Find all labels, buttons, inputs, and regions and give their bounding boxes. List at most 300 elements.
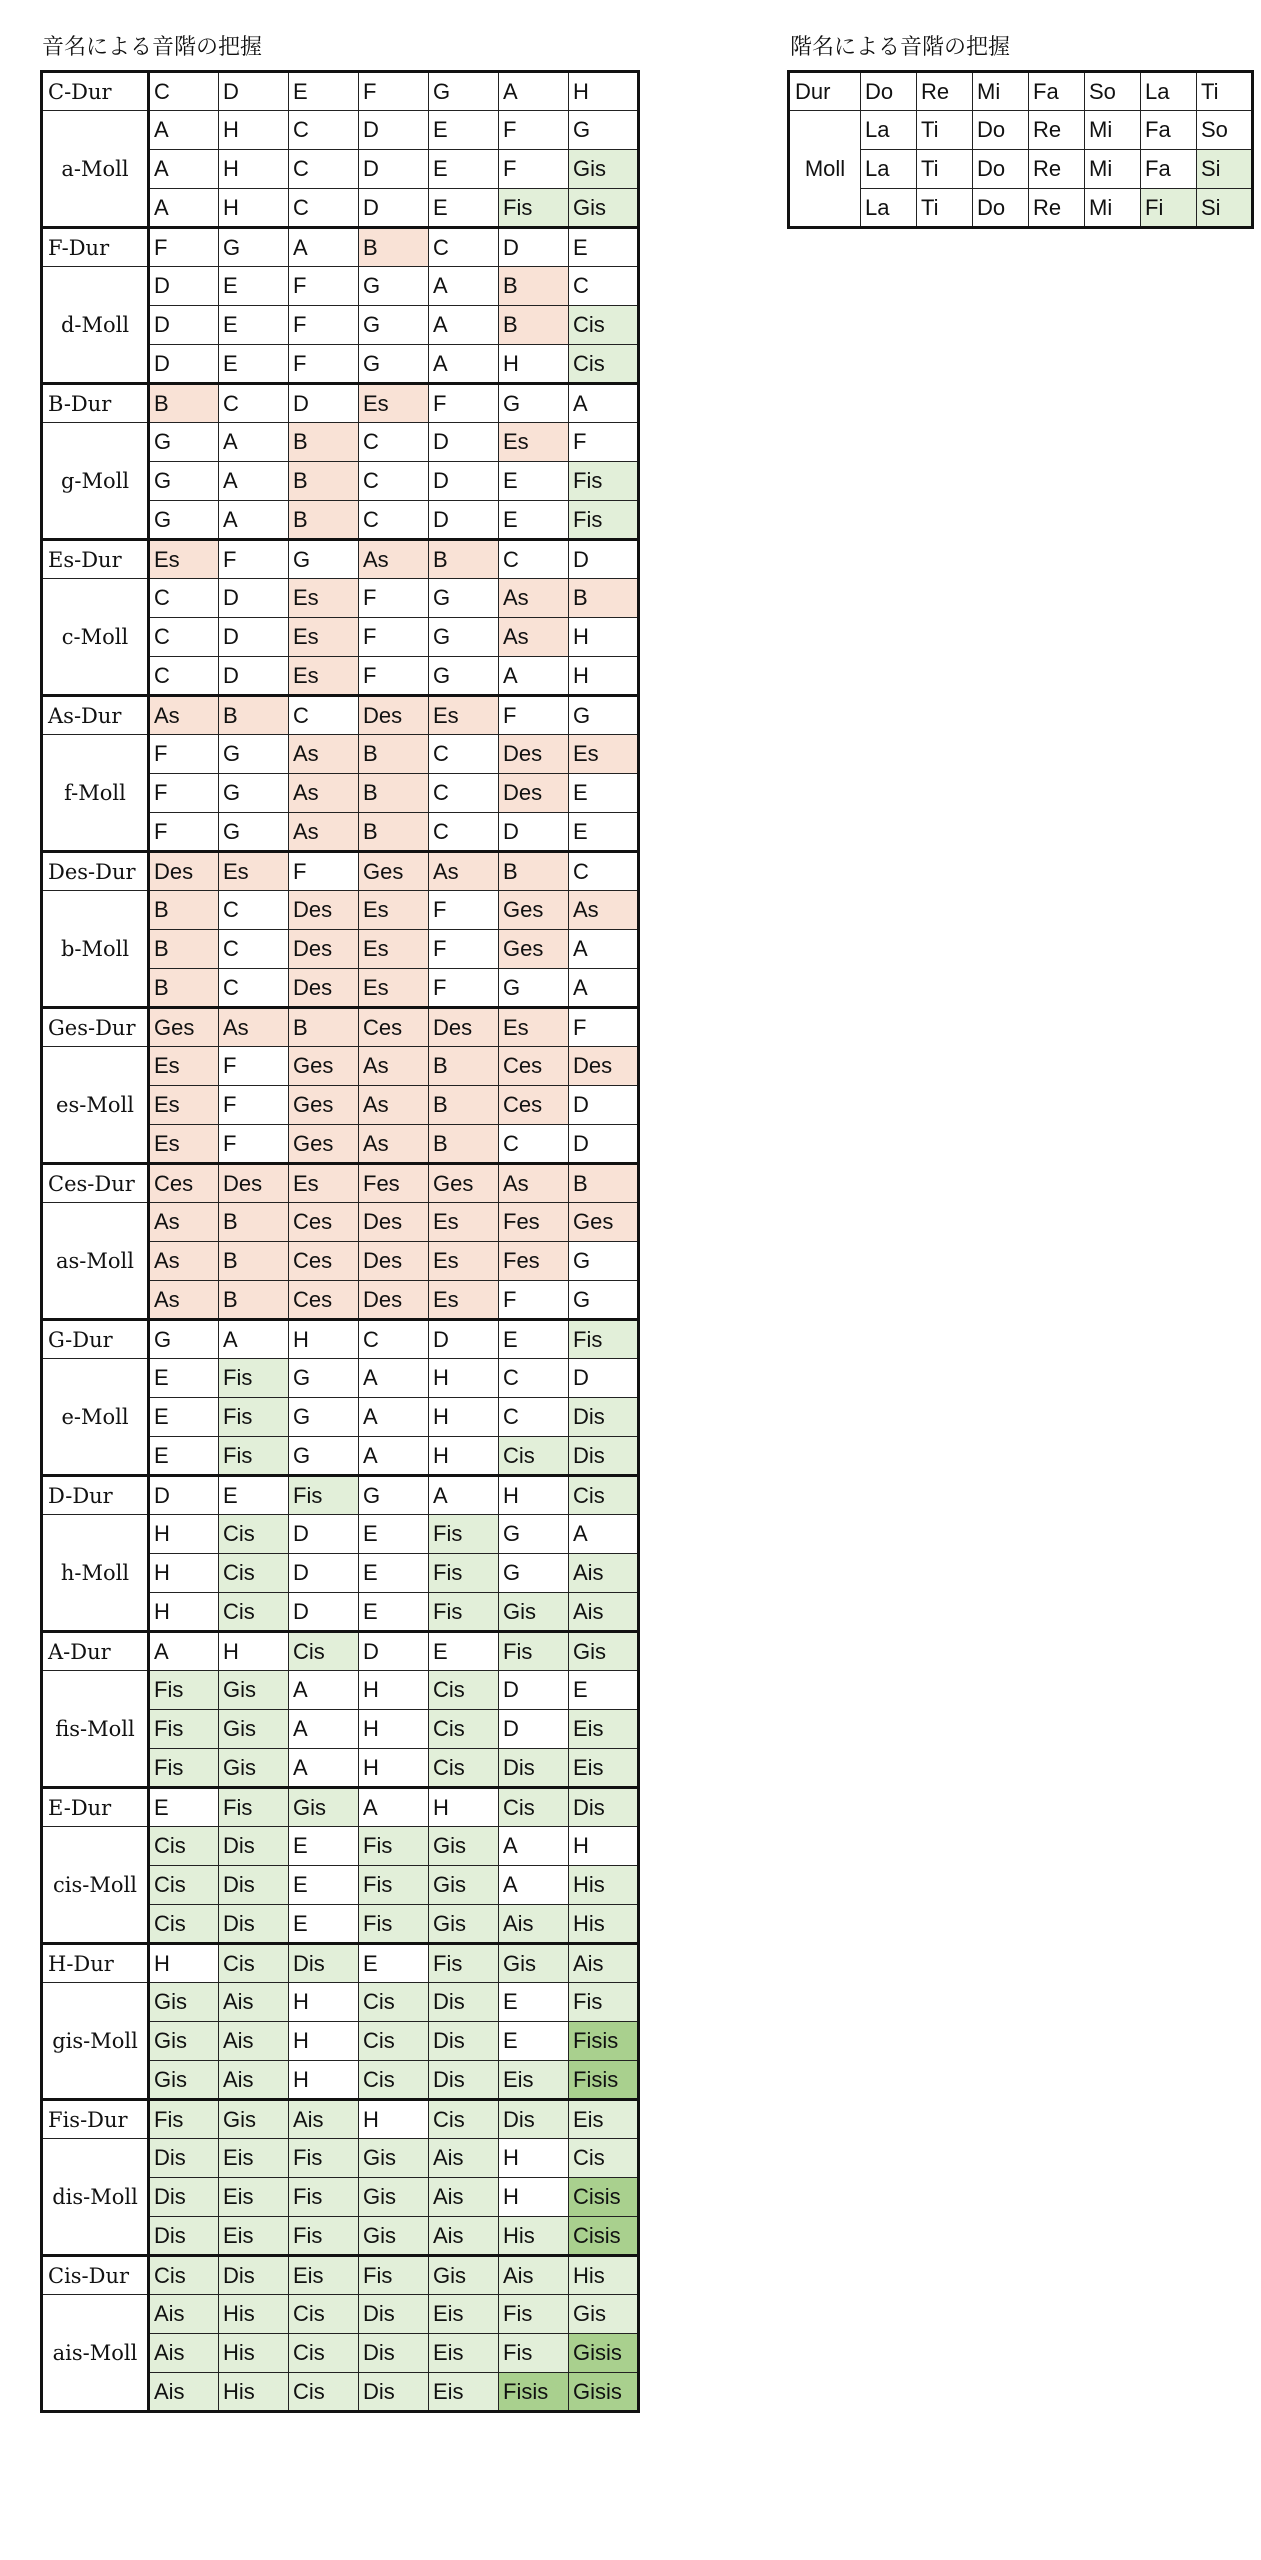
moll-row bbox=[42, 2139, 639, 2178]
note-cell: C bbox=[289, 150, 359, 189]
note-cell: Dis bbox=[219, 2256, 289, 2295]
note-cell: C bbox=[219, 969, 289, 1008]
note-cell: E bbox=[569, 813, 639, 852]
note-cell: Ais bbox=[149, 2334, 219, 2373]
dur-row bbox=[42, 540, 639, 579]
note-cell: Ais bbox=[569, 1593, 639, 1632]
note-cell: C bbox=[429, 228, 499, 267]
note-cell: Cis bbox=[289, 2295, 359, 2334]
note-cell: Des bbox=[149, 852, 219, 891]
note-cell: E bbox=[359, 1593, 429, 1632]
note-cell: E bbox=[499, 462, 569, 501]
note-cell: Des bbox=[359, 1242, 429, 1281]
dur-row bbox=[42, 2100, 639, 2139]
note-cell: Eis bbox=[289, 2256, 359, 2295]
note-cell: F bbox=[499, 696, 569, 735]
note-cell: G bbox=[429, 579, 499, 618]
scale-group bbox=[42, 72, 639, 228]
note-cell: A bbox=[359, 1788, 429, 1827]
note-cell: Ces bbox=[149, 1164, 219, 1203]
note-cell: Dis bbox=[219, 1905, 289, 1944]
solfa-dur-row bbox=[789, 72, 1253, 111]
note-cell: Dis bbox=[289, 1944, 359, 1983]
note-cell: Cis bbox=[219, 1554, 289, 1593]
note-cell: H bbox=[429, 1788, 499, 1827]
note-cell: Gis bbox=[499, 1944, 569, 1983]
moll-key-label: gis-Moll bbox=[42, 1983, 149, 2100]
solfa-cell: Do bbox=[861, 72, 917, 111]
note-cell: H bbox=[219, 189, 289, 228]
dur-row bbox=[42, 852, 639, 891]
note-cell: Cis bbox=[569, 306, 639, 345]
note-cell: Cis bbox=[429, 1671, 499, 1710]
note-cell: Es bbox=[569, 735, 639, 774]
note-cell: Dis bbox=[569, 1788, 639, 1827]
note-cell: B bbox=[289, 462, 359, 501]
note-cell: Fis bbox=[359, 1827, 429, 1866]
note-cell: G bbox=[499, 1515, 569, 1554]
note-cell: C bbox=[429, 735, 499, 774]
note-cell: F bbox=[429, 384, 499, 423]
note-cell: F bbox=[359, 72, 429, 111]
note-cell: Fis bbox=[359, 1866, 429, 1905]
note-cell: Es bbox=[499, 1008, 569, 1047]
note-cell: C bbox=[219, 384, 289, 423]
note-cell: E bbox=[359, 1515, 429, 1554]
dur-key-label: Es-Dur bbox=[42, 540, 149, 579]
note-cell: A bbox=[429, 1476, 499, 1515]
note-cell: G bbox=[499, 384, 569, 423]
dur-key-label: B-Dur bbox=[42, 384, 149, 423]
note-cell: As bbox=[149, 696, 219, 735]
note-cell: Fis bbox=[219, 1788, 289, 1827]
moll-key-label: cis-Moll bbox=[42, 1827, 149, 1944]
note-cell: Fis bbox=[569, 462, 639, 501]
solfa-cell: Re bbox=[1029, 111, 1085, 150]
note-cell: As bbox=[359, 1125, 429, 1164]
solfa-cell: Re bbox=[1029, 189, 1085, 228]
dur-key-label: E-Dur bbox=[42, 1788, 149, 1827]
note-name-table-title: 音名による音階の把握 bbox=[42, 35, 263, 60]
note-cell: E bbox=[149, 1359, 219, 1398]
note-cell: Ges bbox=[429, 1164, 499, 1203]
note-cell: As bbox=[429, 852, 499, 891]
note-cell: G bbox=[569, 696, 639, 735]
solfa-cell: La bbox=[1141, 72, 1197, 111]
note-cell: Cisis bbox=[569, 2178, 639, 2217]
note-cell: E bbox=[149, 1437, 219, 1476]
note-cell: Fisis bbox=[569, 2061, 639, 2100]
note-cell: D bbox=[499, 228, 569, 267]
note-cell: H bbox=[499, 1476, 569, 1515]
note-cell: Fis bbox=[289, 1476, 359, 1515]
solfa-cell: Fa bbox=[1141, 111, 1197, 150]
note-cell: As bbox=[149, 1203, 219, 1242]
note-cell: E bbox=[149, 1398, 219, 1437]
note-cell: C bbox=[289, 696, 359, 735]
note-cell: Gis bbox=[499, 1593, 569, 1632]
note-cell: C bbox=[149, 657, 219, 696]
note-cell: Des bbox=[289, 969, 359, 1008]
note-cell: G bbox=[359, 345, 429, 384]
moll-row bbox=[42, 1047, 639, 1086]
solfa-cell: Ti bbox=[917, 150, 973, 189]
note-cell: Des bbox=[289, 930, 359, 969]
note-cell: Cis bbox=[499, 1437, 569, 1476]
note-cell: B bbox=[289, 423, 359, 462]
note-cell: C bbox=[289, 111, 359, 150]
note-cell: B bbox=[289, 501, 359, 540]
moll-row bbox=[42, 1671, 639, 1710]
note-cell: D bbox=[569, 1086, 639, 1125]
note-cell: Fis bbox=[359, 1905, 429, 1944]
note-cell: A bbox=[569, 969, 639, 1008]
note-cell: Des bbox=[359, 696, 429, 735]
note-cell: E bbox=[219, 345, 289, 384]
note-cell: Ais bbox=[429, 2178, 499, 2217]
note-cell: Fis bbox=[499, 189, 569, 228]
note-cell: E bbox=[499, 1320, 569, 1359]
moll-key-label: ais-Moll bbox=[42, 2295, 149, 2412]
note-cell: D bbox=[429, 462, 499, 501]
note-cell: H bbox=[289, 2061, 359, 2100]
note-cell: Fis bbox=[499, 1632, 569, 1671]
moll-key-label: a-Moll bbox=[42, 111, 149, 228]
note-cell: H bbox=[149, 1515, 219, 1554]
dur-row bbox=[42, 228, 639, 267]
note-cell: D bbox=[219, 579, 289, 618]
note-cell: Ges bbox=[289, 1125, 359, 1164]
note-cell: Cis bbox=[289, 2334, 359, 2373]
note-cell: As bbox=[149, 1281, 219, 1320]
note-cell: G bbox=[149, 501, 219, 540]
solfa-cell: Fa bbox=[1029, 72, 1085, 111]
note-cell: G bbox=[499, 1554, 569, 1593]
note-cell: Ais bbox=[499, 2256, 569, 2295]
note-cell: D bbox=[149, 1476, 219, 1515]
note-cell: Ges bbox=[499, 891, 569, 930]
note-cell: Fis bbox=[149, 1671, 219, 1710]
note-cell: Dis bbox=[149, 2178, 219, 2217]
note-cell: F bbox=[569, 423, 639, 462]
moll-key-label: fis-Moll bbox=[42, 1671, 149, 1788]
note-cell: H bbox=[289, 1983, 359, 2022]
dur-key-label: H-Dur bbox=[42, 1944, 149, 1983]
note-cell: As bbox=[499, 1164, 569, 1203]
note-cell: Gis bbox=[219, 1749, 289, 1788]
note-cell: H bbox=[569, 618, 639, 657]
note-cell: Gis bbox=[429, 1866, 499, 1905]
dur-key-label: Fis-Dur bbox=[42, 2100, 149, 2139]
note-cell: G bbox=[359, 306, 429, 345]
note-cell: As bbox=[359, 1086, 429, 1125]
note-cell: Cis bbox=[219, 1944, 289, 1983]
note-cell: C bbox=[569, 852, 639, 891]
note-cell: Cis bbox=[149, 1827, 219, 1866]
note-cell: Fis bbox=[429, 1554, 499, 1593]
note-cell: As bbox=[289, 774, 359, 813]
note-cell: Gis bbox=[289, 1788, 359, 1827]
note-cell: D bbox=[149, 345, 219, 384]
note-cell: F bbox=[359, 657, 429, 696]
note-cell: A bbox=[289, 1749, 359, 1788]
note-cell: Des bbox=[359, 1281, 429, 1320]
moll-key-label: c-Moll bbox=[42, 579, 149, 696]
note-cell: Dis bbox=[429, 2061, 499, 2100]
note-cell: G bbox=[569, 1281, 639, 1320]
note-cell: B bbox=[359, 228, 429, 267]
note-cell: His bbox=[569, 1905, 639, 1944]
dur-key-label: As-Dur bbox=[42, 696, 149, 735]
solfa-moll-label: Moll bbox=[789, 111, 861, 228]
note-cell: H bbox=[359, 2100, 429, 2139]
dur-row bbox=[42, 1788, 639, 1827]
note-cell: F bbox=[499, 150, 569, 189]
solfa-cell: Re bbox=[1029, 150, 1085, 189]
note-cell: D bbox=[289, 1593, 359, 1632]
note-cell: B bbox=[359, 774, 429, 813]
note-cell: G bbox=[289, 1437, 359, 1476]
note-cell: H bbox=[569, 1827, 639, 1866]
note-cell: C bbox=[219, 891, 289, 930]
note-cell: Cis bbox=[499, 1788, 569, 1827]
note-cell: Gis bbox=[359, 2217, 429, 2256]
solfa-cell: Do bbox=[973, 150, 1029, 189]
note-cell: B bbox=[149, 969, 219, 1008]
note-cell: F bbox=[499, 1281, 569, 1320]
note-cell: Es bbox=[429, 1281, 499, 1320]
dur-key-label: Des-Dur bbox=[42, 852, 149, 891]
note-cell: F bbox=[569, 1008, 639, 1047]
moll-key-label: b-Moll bbox=[42, 891, 149, 1008]
solfa-dur-label: Dur bbox=[789, 72, 861, 111]
note-cell: Es bbox=[149, 1047, 219, 1086]
note-cell: Es bbox=[289, 1164, 359, 1203]
note-cell: E bbox=[219, 306, 289, 345]
note-cell: Des bbox=[359, 1203, 429, 1242]
solfa-cell: Si bbox=[1197, 189, 1253, 228]
note-cell: C bbox=[359, 1320, 429, 1359]
note-cell: D bbox=[429, 501, 499, 540]
note-name-scale-table bbox=[40, 70, 640, 2413]
note-cell: Fis bbox=[219, 1437, 289, 1476]
note-cell: A bbox=[429, 306, 499, 345]
note-cell: H bbox=[569, 72, 639, 111]
note-cell: A bbox=[289, 228, 359, 267]
note-cell: Ais bbox=[219, 1983, 289, 2022]
note-cell: E bbox=[429, 150, 499, 189]
note-cell: As bbox=[499, 579, 569, 618]
note-cell: G bbox=[429, 618, 499, 657]
moll-row bbox=[42, 111, 639, 150]
note-cell: Es bbox=[289, 618, 359, 657]
note-cell: Cis bbox=[219, 1515, 289, 1554]
note-cell: H bbox=[499, 2178, 569, 2217]
moll-row bbox=[42, 891, 639, 930]
solfa-cell: Mi bbox=[1085, 189, 1141, 228]
note-cell: Es bbox=[429, 1242, 499, 1281]
note-cell: Fisis bbox=[569, 2022, 639, 2061]
note-cell: A bbox=[499, 72, 569, 111]
note-cell: F bbox=[149, 735, 219, 774]
note-cell: Eis bbox=[219, 2178, 289, 2217]
solfa-cell: Mi bbox=[1085, 111, 1141, 150]
note-cell: B bbox=[359, 813, 429, 852]
note-cell: Ais bbox=[569, 1554, 639, 1593]
note-cell: A bbox=[499, 1827, 569, 1866]
note-cell: H bbox=[499, 2139, 569, 2178]
moll-key-label: e-Moll bbox=[42, 1359, 149, 1476]
note-cell: Es bbox=[429, 696, 499, 735]
note-cell: Ges bbox=[289, 1086, 359, 1125]
note-cell: Ais bbox=[289, 2100, 359, 2139]
note-cell: Fis bbox=[569, 1983, 639, 2022]
note-cell: B bbox=[289, 1008, 359, 1047]
note-cell: Ais bbox=[429, 2217, 499, 2256]
note-cell: Ges bbox=[149, 1008, 219, 1047]
note-cell: C bbox=[429, 774, 499, 813]
scale-group bbox=[42, 2256, 639, 2412]
note-cell: Fes bbox=[499, 1242, 569, 1281]
dur-key-label: A-Dur bbox=[42, 1632, 149, 1671]
note-cell: Cis bbox=[429, 1710, 499, 1749]
note-cell: B bbox=[569, 579, 639, 618]
note-cell: Es bbox=[289, 657, 359, 696]
note-cell: E bbox=[219, 267, 289, 306]
note-cell: Cis bbox=[359, 1983, 429, 2022]
note-cell: D bbox=[359, 1632, 429, 1671]
note-cell: Eis bbox=[429, 2373, 499, 2412]
note-cell: Fis bbox=[429, 1593, 499, 1632]
note-cell: Ais bbox=[149, 2295, 219, 2334]
note-cell: Es bbox=[359, 384, 429, 423]
solfa-cell: Fa bbox=[1141, 150, 1197, 189]
note-cell: A bbox=[219, 1320, 289, 1359]
note-cell: Cis bbox=[219, 1593, 289, 1632]
note-cell: Dis bbox=[359, 2295, 429, 2334]
moll-row bbox=[42, 1203, 639, 1242]
note-cell: Ais bbox=[219, 2061, 289, 2100]
note-cell: Eis bbox=[219, 2217, 289, 2256]
solfa-cell: Ti bbox=[917, 189, 973, 228]
note-cell: H bbox=[219, 1632, 289, 1671]
moll-row bbox=[42, 579, 639, 618]
note-cell: As bbox=[219, 1008, 289, 1047]
note-cell: As bbox=[289, 813, 359, 852]
moll-key-label: g-Moll bbox=[42, 423, 149, 540]
note-cell: G bbox=[149, 1320, 219, 1359]
note-cell: F bbox=[429, 891, 499, 930]
note-cell: E bbox=[569, 1671, 639, 1710]
note-cell: H bbox=[359, 1710, 429, 1749]
note-cell: Es bbox=[149, 540, 219, 579]
note-cell: B bbox=[429, 1047, 499, 1086]
note-cell: A bbox=[219, 423, 289, 462]
solfa-cell: Re bbox=[917, 72, 973, 111]
note-cell: F bbox=[429, 930, 499, 969]
note-cell: G bbox=[359, 267, 429, 306]
note-cell: D bbox=[359, 189, 429, 228]
note-cell: H bbox=[289, 2022, 359, 2061]
note-cell: G bbox=[429, 72, 499, 111]
note-cell: Fis bbox=[219, 1398, 289, 1437]
note-cell: A bbox=[289, 1671, 359, 1710]
note-cell: As bbox=[359, 1047, 429, 1086]
note-cell: G bbox=[219, 735, 289, 774]
note-cell: E bbox=[429, 189, 499, 228]
note-cell: D bbox=[219, 618, 289, 657]
note-cell: C bbox=[359, 423, 429, 462]
note-cell: As bbox=[149, 1242, 219, 1281]
solfa-table-title: 階名による音階の把握 bbox=[790, 35, 1011, 60]
note-cell: Ces bbox=[289, 1281, 359, 1320]
dur-key-label: F-Dur bbox=[42, 228, 149, 267]
note-cell: Gis bbox=[569, 150, 639, 189]
note-cell: D bbox=[499, 1671, 569, 1710]
dur-row bbox=[42, 1008, 639, 1047]
moll-row bbox=[42, 2295, 639, 2334]
note-cell: Ces bbox=[499, 1086, 569, 1125]
moll-key-label: es-Moll bbox=[42, 1047, 149, 1164]
moll-row bbox=[42, 735, 639, 774]
note-cell: Cis bbox=[289, 1632, 359, 1671]
note-cell: Dis bbox=[359, 2334, 429, 2373]
note-cell: C bbox=[499, 540, 569, 579]
dur-key-label: G-Dur bbox=[42, 1320, 149, 1359]
note-cell: D bbox=[149, 306, 219, 345]
note-cell: B bbox=[429, 1086, 499, 1125]
note-cell: C bbox=[499, 1359, 569, 1398]
note-cell: B bbox=[499, 852, 569, 891]
note-cell: Gis bbox=[429, 1827, 499, 1866]
note-cell: Gis bbox=[149, 2061, 219, 2100]
note-cell: Ces bbox=[289, 1242, 359, 1281]
note-cell: Fis bbox=[149, 1710, 219, 1749]
note-cell: G bbox=[219, 813, 289, 852]
note-cell: Fis bbox=[289, 2178, 359, 2217]
note-cell: A bbox=[569, 930, 639, 969]
note-cell: H bbox=[359, 1671, 429, 1710]
scale-group bbox=[42, 540, 639, 696]
note-cell: F bbox=[219, 1086, 289, 1125]
note-cell: Ais bbox=[429, 2139, 499, 2178]
note-cell: A bbox=[569, 1515, 639, 1554]
note-cell: F bbox=[429, 969, 499, 1008]
solfa-cell: So bbox=[1085, 72, 1141, 111]
note-cell: Cis bbox=[569, 2139, 639, 2178]
solfa-cell: La bbox=[861, 111, 917, 150]
note-cell: Eis bbox=[219, 2139, 289, 2178]
note-cell: Gis bbox=[569, 189, 639, 228]
note-cell: E bbox=[499, 501, 569, 540]
note-cell: His bbox=[219, 2295, 289, 2334]
note-cell: Des bbox=[499, 735, 569, 774]
note-cell: His bbox=[499, 2217, 569, 2256]
note-cell: G bbox=[219, 228, 289, 267]
note-cell: H bbox=[429, 1398, 499, 1437]
note-cell: D bbox=[499, 813, 569, 852]
note-cell: E bbox=[289, 1905, 359, 1944]
dur-row bbox=[42, 1320, 639, 1359]
note-cell: F bbox=[149, 228, 219, 267]
note-cell: Dis bbox=[499, 2100, 569, 2139]
note-cell: E bbox=[289, 1866, 359, 1905]
note-cell: Ais bbox=[499, 1905, 569, 1944]
note-cell: His bbox=[219, 2334, 289, 2373]
note-cell: H bbox=[359, 1749, 429, 1788]
scale-group bbox=[42, 384, 639, 540]
note-cell: E bbox=[289, 72, 359, 111]
